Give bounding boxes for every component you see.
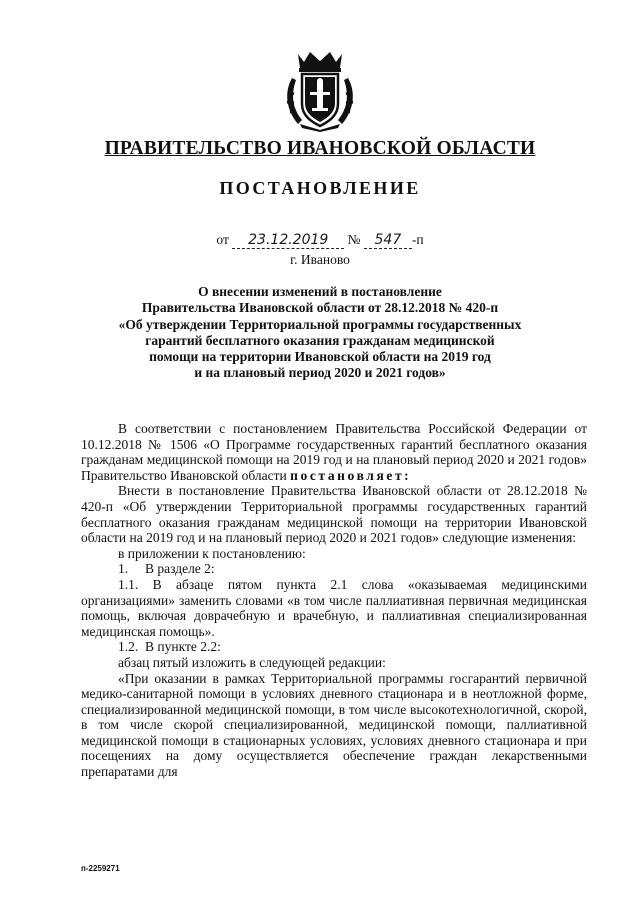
resolution-word: постановляет: xyxy=(290,467,412,483)
body-paragraph: в приложении к постановлению: xyxy=(118,545,306,561)
subject-line: помощи на территории Ивановской области на 2019 год xyxy=(149,349,491,365)
body-paragraph: 1.2. В пункте 2.2: xyxy=(118,639,221,655)
body-paragraph xyxy=(81,421,587,483)
date-number-line xyxy=(0,232,640,249)
document-code: п-2259271 xyxy=(81,864,120,873)
date-prefix: от xyxy=(216,232,229,247)
subject-line: Правительства Ивановской области от 28.12.2018 № 420-п xyxy=(141,300,499,316)
city: г. Иваново xyxy=(290,252,350,267)
document-body xyxy=(81,421,587,780)
number-suffix: -п xyxy=(411,232,424,247)
subject-line: «Об утверждении Территориальной программы государственных xyxy=(118,316,522,332)
handwritten-date: 23.12.2019 xyxy=(232,232,344,249)
body-paragraph: 1.1. В абзаце пятом пункта 2.1 слова «оказываемая медицинскими организациями» заменить словами «в том числе паллиативная первичная медицинская помощь, включая доврачебную и врачебную, и паллиативная специализированная медицинская помощь». xyxy=(81,576,587,639)
document-subject xyxy=(80,284,560,382)
body-paragraph: 1. В разделе 2: xyxy=(118,561,215,577)
subject-line: О внесении изменений в постановление xyxy=(198,284,442,299)
body-paragraph: Внести в постановление Правительства Ивановской области от 28.12.2018 № 420-п «Об утверждении Территориальной программы государственных гарантий бесплатного оказания гражданам медицинской помощи на территории Ивановской области на 2019 год и на плановый период 2020 и 2021 годов» следующие изменения: xyxy=(81,483,587,546)
subject-line: и на плановый период 2020 и 2021 годов» xyxy=(194,365,446,381)
subject-line: гарантий бесплатного оказания гражданам медицинской xyxy=(145,332,495,348)
body-paragraph: «При оказании в рамках Территориальной программы госгарантий первичной медико-санитарной помощи в условиях дневного стационара и в неотложной форме, специализированной медицинской помощи, в том числе высокотехнологичной, скорой, в том числе скорой специализированной, медицинской помощи, паллиативной медицинской помощи в стационарных условиях, условиях дневного стационара и при посещениях на дому осуществляется обеспечение граждан лекарственными препаратами для xyxy=(81,670,587,780)
ivanovo-coat-of-arms-icon xyxy=(282,48,358,132)
government-title: ПРАВИТЕЛЬСТВО ИВАНОВСКОЙ ОБЛАСТИ xyxy=(104,138,536,159)
body-paragraph: абзац пятый изложить в следующей редакции: xyxy=(118,654,386,670)
document-type: ПОСТАНОВЛЕНИЕ xyxy=(219,178,421,198)
paragraph-text: В соответствии с постановлением Правительства Российской Федерации от 10.12.2018 № 1506 «О Программе государственных гарантий бесплатного оказания гражданам медицинской помощи на 2019 год и на плановый период 2020 и 2021 годов» Правительство Ивановской области xyxy=(81,421,587,483)
number-sign: № xyxy=(347,232,361,247)
handwritten-number: 547 xyxy=(364,232,412,249)
